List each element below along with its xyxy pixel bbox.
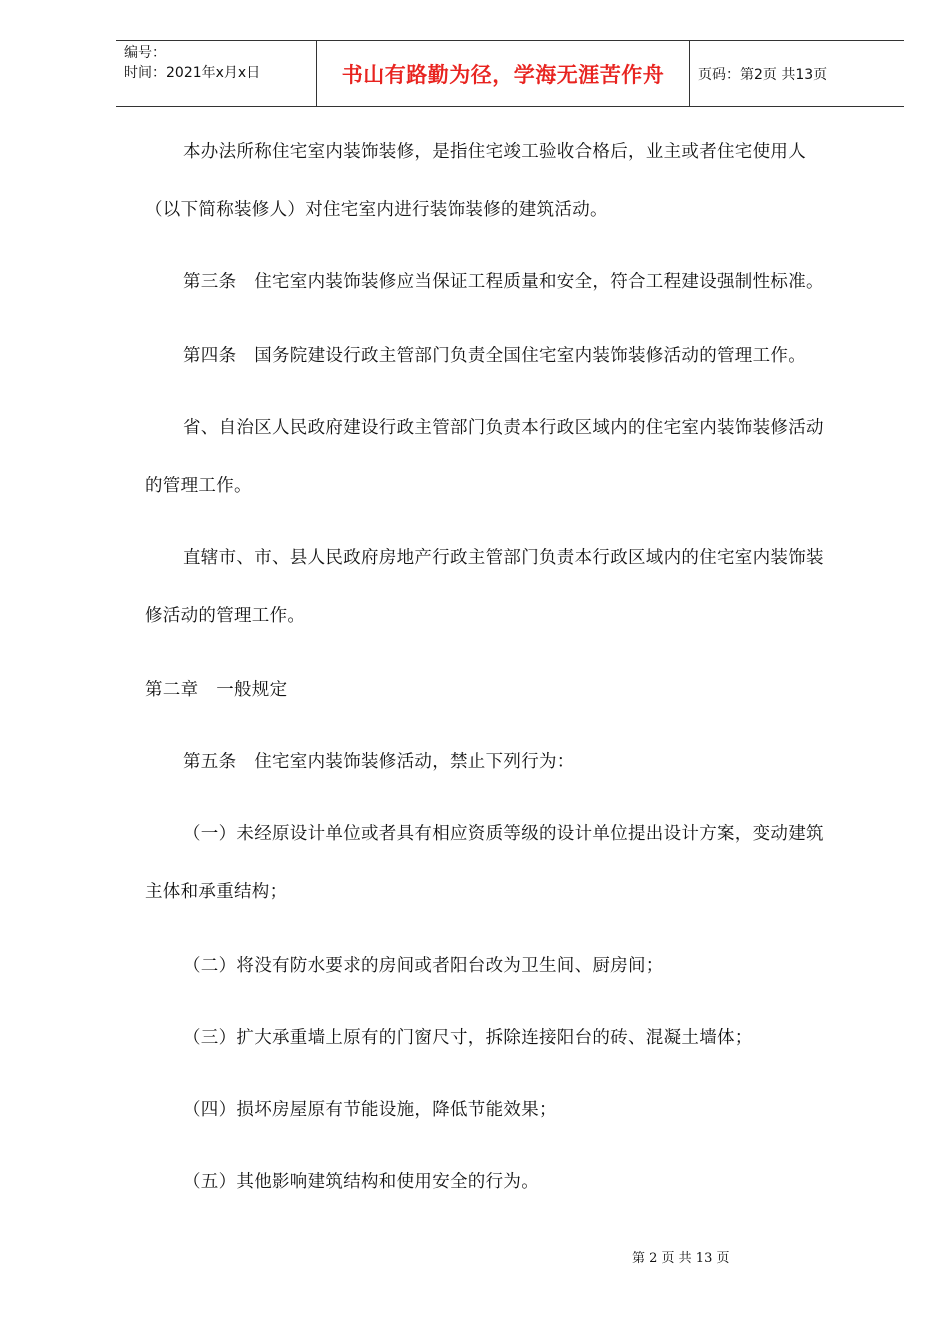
date-label: 时间：2021年x月x日 — [124, 65, 261, 81]
page-footer — [632, 1247, 729, 1266]
article-five: 第五条 住宅室内装饰装修活动，禁止下列行为： — [183, 752, 575, 772]
list-item: （三）扩大承重墙上原有的门窗尺寸，拆除连接阳台的砖、混凝土墙体； — [183, 1028, 753, 1048]
chapter-heading: 第二章 一般规定 — [145, 680, 288, 700]
list-item-continuation: 主体和承重结构； — [145, 882, 288, 902]
list-item: （一）未经原设计单位或者具有相应资质等级的设计单位提出设计方案，变动建筑 — [183, 824, 824, 844]
page-info-text: 页码：第2页 共13页 — [698, 66, 828, 83]
footer-page-number: 第 2 页 共 13 页 — [632, 1251, 730, 1266]
paragraph-line: 修活动的管理工作。 — [145, 606, 306, 626]
list-item: （五）其他影响建筑结构和使用安全的行为。 — [183, 1172, 539, 1192]
paragraph-line: 本办法所称住宅室内装饰装修，是指住宅竣工验收合格后，业主或者住宅使用人 — [183, 142, 806, 162]
paragraph-line: 直辖市、市、县人民政府房地产行政主管部门负责本行政区域内的住宅室内装饰装 — [183, 548, 824, 568]
serial-number-label: 编号： — [124, 45, 166, 61]
list-item: （四）损坏房屋原有节能设施，降低节能效果； — [183, 1100, 557, 1120]
article-four: 第四条 国务院建设行政主管部门负责全国住宅室内装饰装修活动的管理工作。 — [183, 346, 806, 366]
article-three: 第三条 住宅室内装饰装修应当保证工程质量和安全，符合工程建设强制性标准。 — [183, 272, 824, 292]
page-header — [116, 40, 904, 107]
header-motto-cell — [316, 41, 690, 106]
header-page-info — [690, 41, 904, 106]
paragraph-line: （以下简称装修人）对住宅室内进行装饰装修的建筑活动。 — [145, 200, 608, 220]
header-meta — [116, 41, 316, 106]
motto-text: 书山有路勤为径，学海无涯苦作舟 — [341, 61, 665, 87]
paragraph-line: 的管理工作。 — [145, 476, 252, 496]
paragraph-line: 省、自治区人民政府建设行政主管部门负责本行政区域内的住宅室内装饰装修活动 — [183, 418, 824, 438]
list-item: （二）将没有防水要求的房间或者阳台改为卫生间、厨房间； — [183, 956, 664, 976]
